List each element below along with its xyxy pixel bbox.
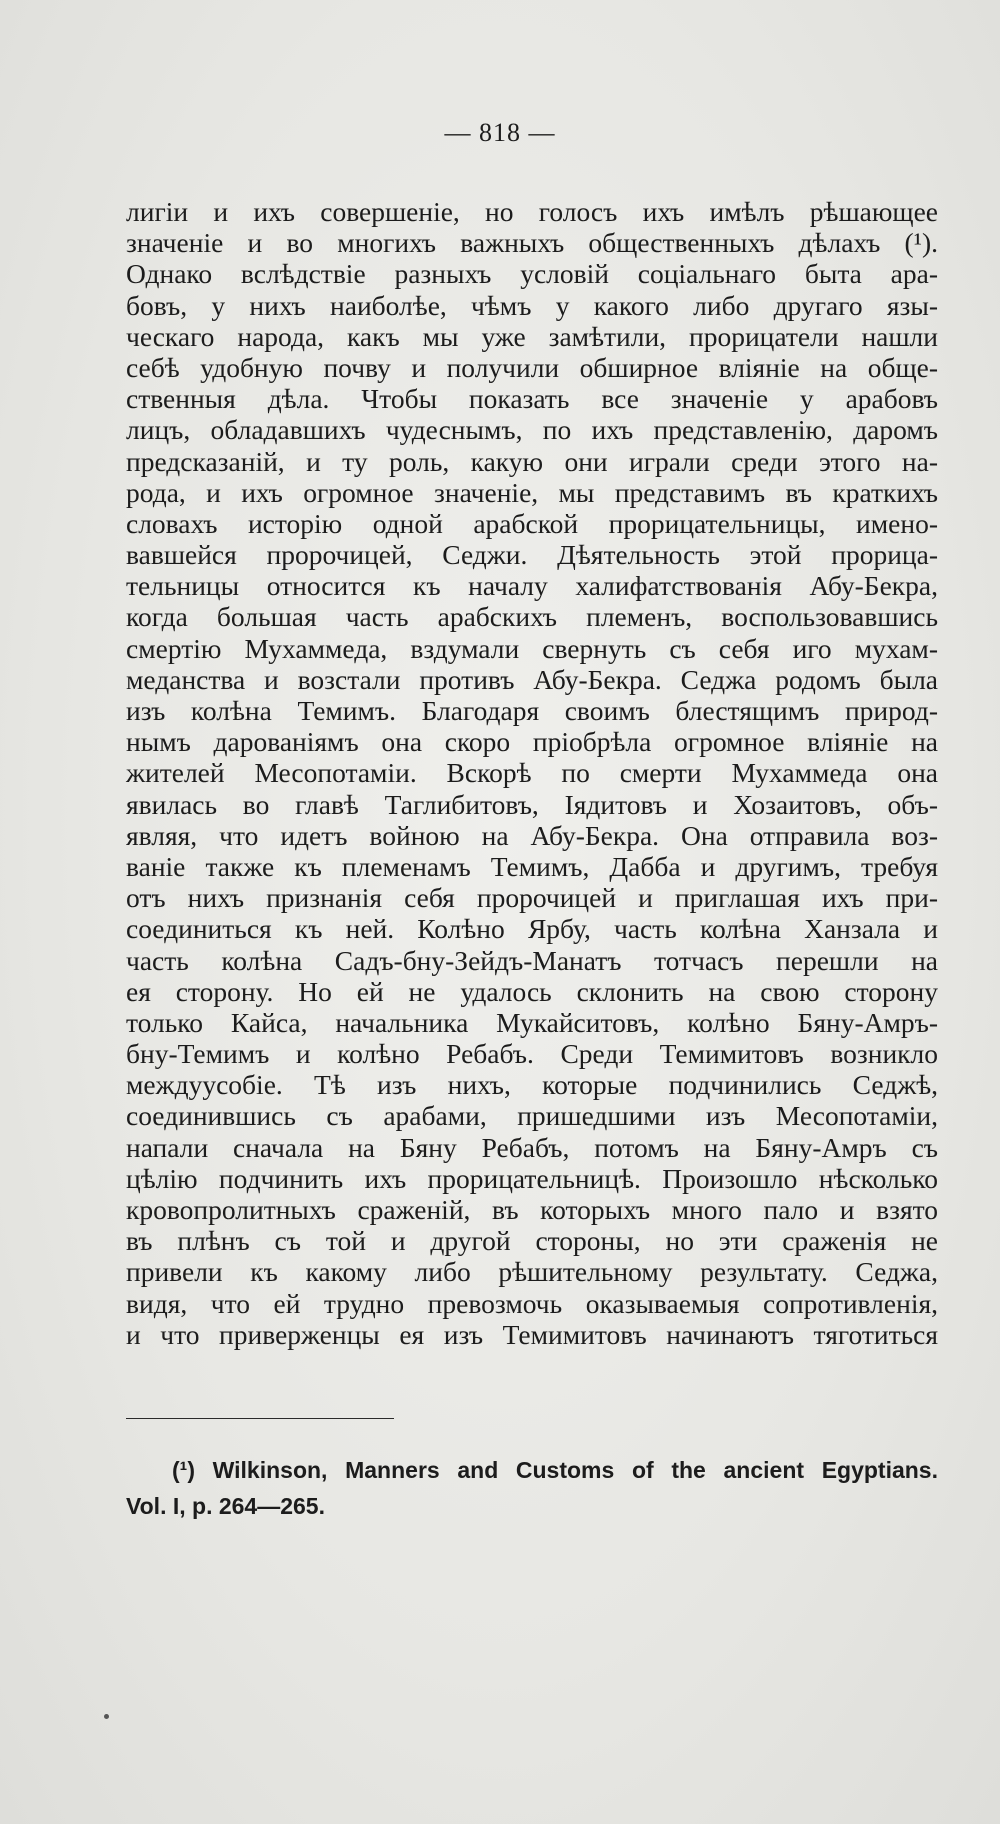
page-number: — 818 — [444, 118, 556, 147]
text-line: соединиться къ ней. Колѣно Ярбу, часть колѣна Ханзала и [126, 913, 938, 945]
text-line: лицъ, обладавшихъ чудеснымъ, по ихъ представленію, даромъ [126, 414, 938, 446]
text-line: когда большая часть арабскихъ племенъ, воспользовавшись [126, 601, 938, 633]
text-line: являя, что идетъ войною на Абу-Бекра. Она отправила воз- [126, 819, 938, 851]
text-line: цѣлію подчинить ихъ прорицательницѣ. Произошло нѣсколько [126, 1162, 938, 1194]
text-line: себѣ удобную почву и получили обширное вліяніе на обще- [126, 351, 938, 383]
text-line: тельницы относится къ началу халифатствованія Абу-Бекра, [126, 570, 938, 602]
text-line: Однако вслѣдствіе разныхъ условій соціальнаго быта ара- [126, 258, 938, 290]
text-line: напали сначала на Бяну Ребабъ, потомъ на Бяну-Амръ съ [126, 1131, 938, 1163]
text-line: ваніе также къ племенамъ Темимъ, Дабба и другимъ, требуя [126, 850, 938, 882]
text-line: вавшейся пророчицей, Седжи. Дѣятельность этой прорица- [126, 539, 938, 571]
text-line: значеніе и во многихъ важныхъ общественныхъ дѣлахъ (¹). [126, 227, 938, 259]
text-line: и что приверженцы ея изъ Темимитовъ начинаютъ тяготиться [126, 1318, 938, 1350]
text-line: привели къ какому либо рѣшительному результату. Седжа, [126, 1256, 938, 1288]
paper-speck [104, 1714, 109, 1719]
text-line: ственныя дѣла. Чтобы показать все значеніе у арабовъ [126, 383, 938, 415]
footnote [126, 1452, 938, 1524]
text-line: соединившись съ арабами, пришедшими изъ Месопотаміи, [126, 1100, 938, 1132]
footnote-divider [126, 1418, 394, 1419]
text-line: нымъ дарованіямъ она скоро пріобрѣла огромное вліяніе на [126, 726, 938, 758]
text-line: ческаго народа, какъ мы уже замѣтили, прорицатели нашли [126, 320, 938, 352]
body-text [126, 196, 938, 1350]
footnote-line: Vol. I, p. 264—265. [126, 1493, 325, 1519]
text-line: ея сторону. Но ей не удалось склонить на свою сторону [126, 975, 938, 1007]
text-line: жителей Месопотаміи. Вскорѣ по смерти Мухаммеда она [126, 757, 938, 789]
text-line: въ плѣнъ съ той и другой стороны, но эти сраженія не [126, 1225, 938, 1257]
text-line: смертію Мухаммеда, вздумали свернуть съ себя иго мухам- [126, 632, 938, 664]
text-line: только Кайса, начальника Мукайситовъ, колѣно Бяну-Амръ- [126, 1006, 938, 1038]
text-line: изъ колѣна Темимъ. Благодаря своимъ блестящимъ природ- [126, 695, 938, 726]
text-line: явилась во главѣ Таглибитовъ, Іядитовъ и Хозаитовъ, объ- [126, 788, 938, 820]
text-line: предсказаній, и ту роль, какую они играли среди этого на- [126, 445, 938, 477]
text-line: часть колѣна Садъ-бну-Зейдъ-Манатъ тотчасъ перешли на [126, 944, 938, 976]
text-line: меданства и возстали противъ Абу-Бекра. Седжа родомъ была [126, 663, 938, 695]
text-line: кровопролитныхъ сраженій, въ которыхъ много пало и взято [126, 1194, 938, 1225]
text-line: бовъ, у нихъ наиболѣе, чѣмъ у какого либо другаго язы- [126, 289, 938, 321]
text-line: лигіи и ихъ совершеніе, но голосъ ихъ имѣлъ рѣшающее [126, 196, 938, 227]
footnote-line: (¹) Wilkinson, Manners and Customs of the ancient Egyptians. [172, 1457, 938, 1483]
text-line: рода, и ихъ огромное значеніе, мы представимъ въ краткихъ [126, 476, 938, 508]
text-line: словахъ исторію одной арабской прорицательницы, имено- [126, 507, 938, 539]
text-line: междуусобіе. Тѣ изъ нихъ, которые подчинились Седжѣ, [126, 1069, 938, 1101]
text-line: отъ нихъ признанія себя пророчицей и приглашая ихъ при- [126, 882, 938, 914]
text-line: бну-Темимъ и колѣно Ребабъ. Среди Темимитовъ возникло [126, 1038, 938, 1070]
text-line: видя, что ей трудно превозмочь оказываемыя сопротивленія, [126, 1287, 938, 1319]
